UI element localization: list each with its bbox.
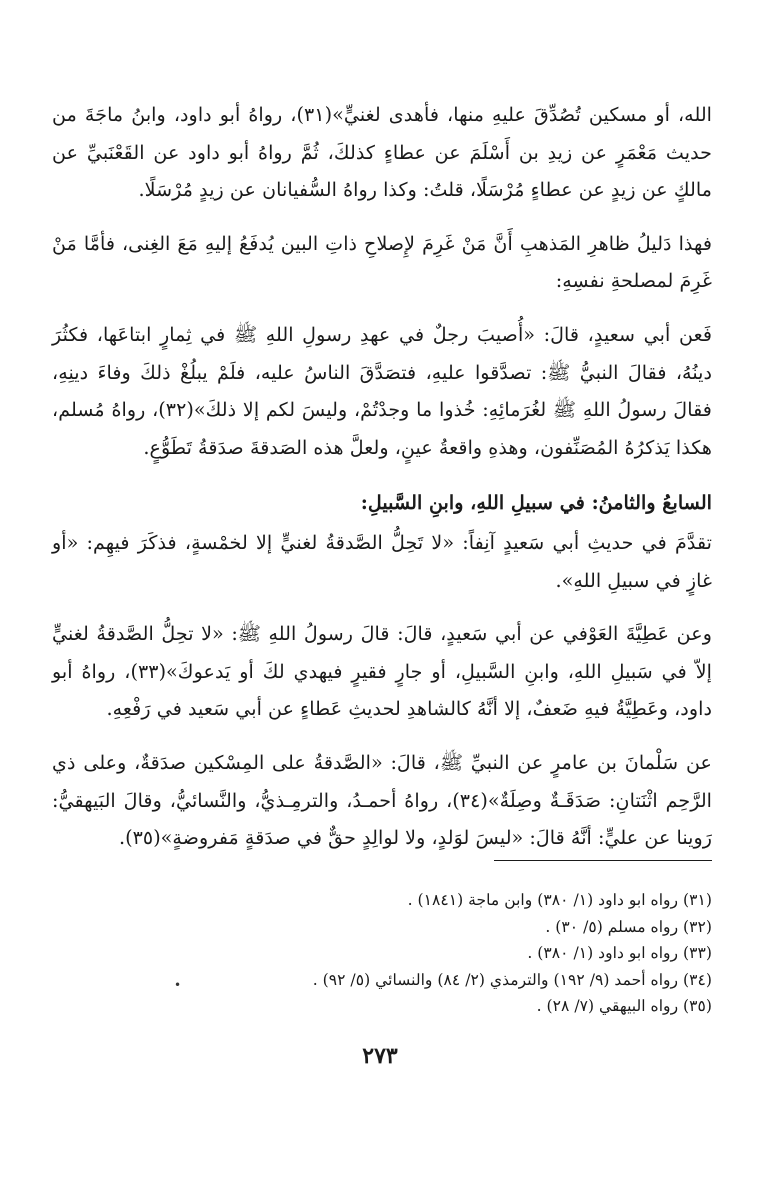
paragraph: عن سَلْمانَ بن عامرٍ عن النبيِّ ﷺ، قالَ: «الصَّدقةُ على المِسْكين صدَقةٌ، وعلى ذي الرَّحِم اثْنَتانِ: صَدَقَـةٌ وصِلَةٌ»(٣٤)، رواهُ أحمـدُ، والترمِـذيُّ، والنَّسائيُّ، وقالَ البَيهقيُّ: رَوينا عن عليٍّ: أنَّهُ قالَ: «ليسَ لوَلدٍ، ولا لوالِدٍ حقٌّ في صدَقةٍ مَفروضةٍ»(٣٥). [52, 750, 712, 850]
paragraph: فَعن أبي سعيدٍ، قالَ: «أُصيبَ رجلٌ في عهدِ رسولِ اللهِ ﷺ في ثِمارٍ ابتاعَها، فكثُرَ دينُهُ، فقالَ النبيُّ ﷺ: تصدَّقوا عليهِ، فتصَدَّقَ الناسُ عليه، فلَمْ يبلُغْ ذلكَ وفاءَ دينِهِ، فقالَ رسولُ اللهِ ﷺ لغُرَمائِهِ: خُذوا ما وجدْتُمْ، وليسَ لكم إلا ذلكَ»(٣٢)، رواهُ مُسلم، هكذا يَذكرُهُ المُصَنِّفون، وهذهِ واقعةُ عينٍ، ولعلَّ هذه الصَدقةَ صدَقةُ تَطَوُّعٍ. [52, 322, 712, 459]
scan-speck: • [174, 978, 182, 992]
paragraph: تقدَّمَ في حديثِ أبي سَعيدٍ آنِفاً: «لا تَحِلُّ الصَّدقةُ لغنيٍّ إلا لخمْسةٍ، فذكَرَ فيهِم: «أو غازٍ في سبيلِ اللهِ». [52, 530, 712, 592]
section-heading: السابعُ والثامنُ: في سبيلِ اللهِ، وابنِ السَّبيلِ: [360, 491, 712, 515]
footnote: (٣١) رواه ابو داود (١/ ٣٨٠) وابن ماجة (١٨٤١) . [407, 891, 712, 909]
main-text [52, 96, 712, 857]
paragraph: وعن عَطِيَّةَ العَوْفي عن أبي سَعيدٍ، قالَ: قالَ رسولُ اللهِ ﷺ: «لا تحِلُّ الصَّدقةُ لغنيٍّ إلاّ في سَبيلِ اللهِ، وابنِ السَّبيلِ، أو جارٍ فقيرٍ فيهدي لكَ أو يَدعوكَ»(٣٣)، رواهُ أبو داود، وعَطِيَّةُ فيهِ ضَعفٌ، إلا أنَّهُ كالشاهدِ لحديثِ عَطاءٍ عن أبي سَعيد في رَفْعِهِ. [52, 622, 712, 721]
footnote: (٣٥) رواه البيهقي (٧/ ٢٨) . [536, 997, 712, 1015]
footnote: (٣٤) رواه أحمد (٩/ ١٩٢) والترمذي (٢/ ٨٤) والنسائي (٥/ ٩٢) . [312, 970, 712, 989]
footnote-divider [494, 860, 712, 861]
paragraph: فهذا دَليلُ ظاهرِ المَذهبِ أَنَّ مَنْ غَرِمَ لإِصلاحِ ذاتِ البين يُدفَعُ إليهِ مَعَ الغِنى، فأمَّا مَنْ غَرِمَ لمصلحةِ نفسِهِ: [52, 231, 712, 293]
footnote: (٣٢) رواه مسلم (٥/ ٣٠) . [545, 917, 712, 936]
footnote: (٣٣) رواه ابو داود (١/ ٣٨٠) . [527, 944, 712, 962]
paragraph: الله، أو مسكين تُصُدِّقَ عليهِ منها، فأهدى لغنيٍّ»(٣١)، رواهُ أبو داود، وابنُ ماجَةَ من حديث مَعْمَرٍ عن زيدِ بن أَسْلَمَ عن عطاءٍ كذلكَ، ثُمَّ رواهُ أبو داود عن القَعْنَبيِّ عن مالكٍ عن زيدٍ عن عطاءٍ مُرْسَلًا، قلتُ: وكذا رواهُ السُّفيانان عن زيدٍ مُرْسَلًا. [52, 103, 712, 202]
footnotes [60, 887, 712, 1020]
page-number: ٢٧٣ [362, 1043, 398, 1069]
